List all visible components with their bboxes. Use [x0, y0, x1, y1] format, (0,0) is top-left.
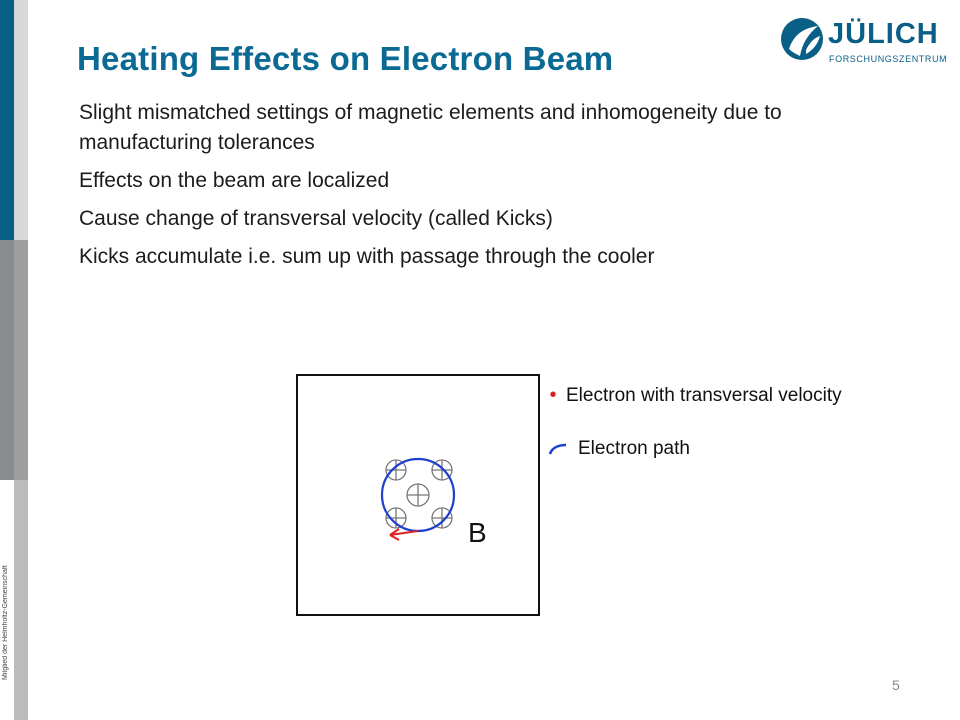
blue-arc-icon	[548, 442, 568, 456]
electron-velocity-arrow-icon	[390, 529, 418, 540]
juelich-logo-mark-icon	[780, 14, 824, 64]
sidebar-bar-light-top	[14, 0, 28, 240]
logo-subtitle: FORSCHUNGSZENTRUM	[829, 54, 948, 64]
bullet-item: Effects on the beam are localized	[79, 169, 390, 192]
bullet-item: Cause change of transversal velocity (called Kicks)	[79, 207, 553, 230]
diagram-legend	[548, 380, 948, 480]
sidebar-strip	[0, 0, 28, 720]
bullet-item: Slight mismatched settings of magnetic elements and inhomogeneity due to manufacturing tolerances	[79, 101, 782, 154]
juelich-logo	[780, 14, 950, 70]
slide-title: Heating Effects on Electron Beam	[77, 40, 614, 77]
logo-wordmark: JÜLICH	[828, 18, 939, 50]
page-number: 5	[892, 677, 900, 693]
diagram-canvas	[298, 376, 538, 614]
sidebar-bar-gray-middle	[14, 240, 28, 480]
magnet-cross-icon	[407, 484, 429, 506]
electron-beam-diagram	[296, 374, 540, 616]
legend-label: Electron path	[578, 438, 690, 459]
red-dot-icon: •	[549, 384, 557, 406]
legend-item-electron	[548, 384, 842, 407]
legend-label: Electron with transversal velocity	[566, 384, 842, 406]
bullet-list	[79, 98, 839, 280]
legend-item-path	[548, 438, 690, 460]
sidebar-bar-light-bottom	[14, 480, 28, 720]
sidebar-bar-dark-middle	[0, 240, 14, 480]
bullet-item: Kicks accumulate i.e. sum up with passage through the cooler	[79, 245, 655, 268]
helmholtz-membership-text: Mitglied der Helmholtz-Gemeinschaft	[2, 565, 9, 680]
magnetic-field-label: B	[468, 517, 487, 548]
magnet-cross-icon	[432, 508, 452, 528]
sidebar-bar-blue	[0, 0, 14, 240]
